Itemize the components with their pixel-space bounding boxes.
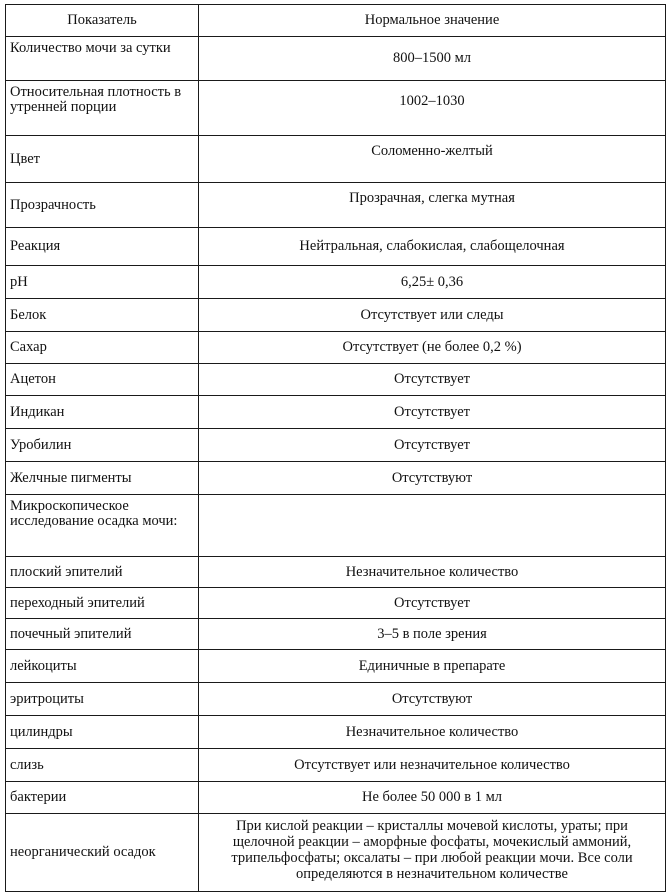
row-value: 800–1500 мл xyxy=(199,37,666,81)
row-value: Отсутствуют xyxy=(199,683,666,716)
table-row xyxy=(6,782,666,814)
table-header-row xyxy=(6,5,666,37)
row-value: 1002–1030 xyxy=(199,81,666,136)
table-row xyxy=(6,429,666,462)
row-value: Не более 50 000 в 1 мл xyxy=(199,782,666,814)
row-value: 3–5 в поле зрения xyxy=(199,619,666,650)
row-indicator: Сахар xyxy=(6,332,199,364)
table-row xyxy=(6,183,666,228)
header-normal-value: Нормальное значение xyxy=(199,5,666,37)
header-indicator: Показатель xyxy=(6,5,199,37)
table-row xyxy=(6,299,666,332)
row-value: Отсутствует xyxy=(199,588,666,619)
row-indicator: бактерии xyxy=(6,782,199,814)
row-indicator: Индикан xyxy=(6,396,199,429)
table-row xyxy=(6,716,666,749)
table-row xyxy=(6,557,666,588)
urine-norms-table xyxy=(5,4,666,892)
table-row xyxy=(6,136,666,183)
row-value: Отсутствует (не более 0,2 %) xyxy=(199,332,666,364)
table-row xyxy=(6,588,666,619)
row-value: Соломенно-желтый xyxy=(199,136,666,183)
row-indicator: Относительная плотность в утренней порции xyxy=(6,81,199,136)
row-indicator: Реакция xyxy=(6,228,199,266)
table-row xyxy=(6,650,666,683)
row-value: 6,25± 0,36 xyxy=(199,266,666,299)
row-value: Незначительное количество xyxy=(199,557,666,588)
row-indicator: цилиндры xyxy=(6,716,199,749)
row-indicator: эритроциты xyxy=(6,683,199,716)
table-row xyxy=(6,266,666,299)
row-indicator: Количество мочи за сутки xyxy=(6,37,199,81)
row-indicator: Уробилин xyxy=(6,429,199,462)
row-indicator: Цвет xyxy=(6,136,199,183)
row-value: Единичные в препарате xyxy=(199,650,666,683)
row-value: Отсутствует xyxy=(199,364,666,396)
row-indicator: слизь xyxy=(6,749,199,782)
row-indicator: переходный эпителий xyxy=(6,588,199,619)
table-row xyxy=(6,332,666,364)
row-value: Незначительное количество xyxy=(199,716,666,749)
table-row xyxy=(6,37,666,81)
table-row xyxy=(6,396,666,429)
row-value: Отсутствует xyxy=(199,396,666,429)
row-indicator: плоский эпителий xyxy=(6,557,199,588)
table-row xyxy=(6,228,666,266)
row-value: Прозрачная, слегка мутная xyxy=(199,183,666,228)
row-indicator: лейкоциты xyxy=(6,650,199,683)
row-value: Отсутствует xyxy=(199,429,666,462)
table-row xyxy=(6,814,666,892)
row-indicator: Желчные пигменты xyxy=(6,462,199,495)
row-indicator: Микроскопическое исследование осадка мочи: xyxy=(6,495,199,557)
row-value: Отсутствуют xyxy=(199,462,666,495)
row-value: При кислой реакции – кристаллы мочевой кислоты, ураты; при щелочной реакции – аморфные фосфаты, мочекислый аммоний, трипельфосфаты; оксалаты – при любой реакции мочи. Все соли определяются в незначительном количестве xyxy=(199,814,666,892)
row-indicator: pH xyxy=(6,266,199,299)
row-value: Нейтральная, слабокислая, слабощелочная xyxy=(199,228,666,266)
table-row xyxy=(6,619,666,650)
row-indicator: Ацетон xyxy=(6,364,199,396)
table-row xyxy=(6,683,666,716)
row-indicator: Прозрачность xyxy=(6,183,199,228)
row-value: Отсутствует или незначительное количество xyxy=(199,749,666,782)
table-row xyxy=(6,495,666,557)
table-row xyxy=(6,462,666,495)
row-indicator: почечный эпителий xyxy=(6,619,199,650)
table-row xyxy=(6,749,666,782)
row-indicator: неорганический осадок xyxy=(6,814,199,892)
row-value xyxy=(199,495,666,557)
table-row xyxy=(6,81,666,136)
row-value: Отсутствует или следы xyxy=(199,299,666,332)
row-indicator: Белок xyxy=(6,299,199,332)
table-row xyxy=(6,364,666,396)
